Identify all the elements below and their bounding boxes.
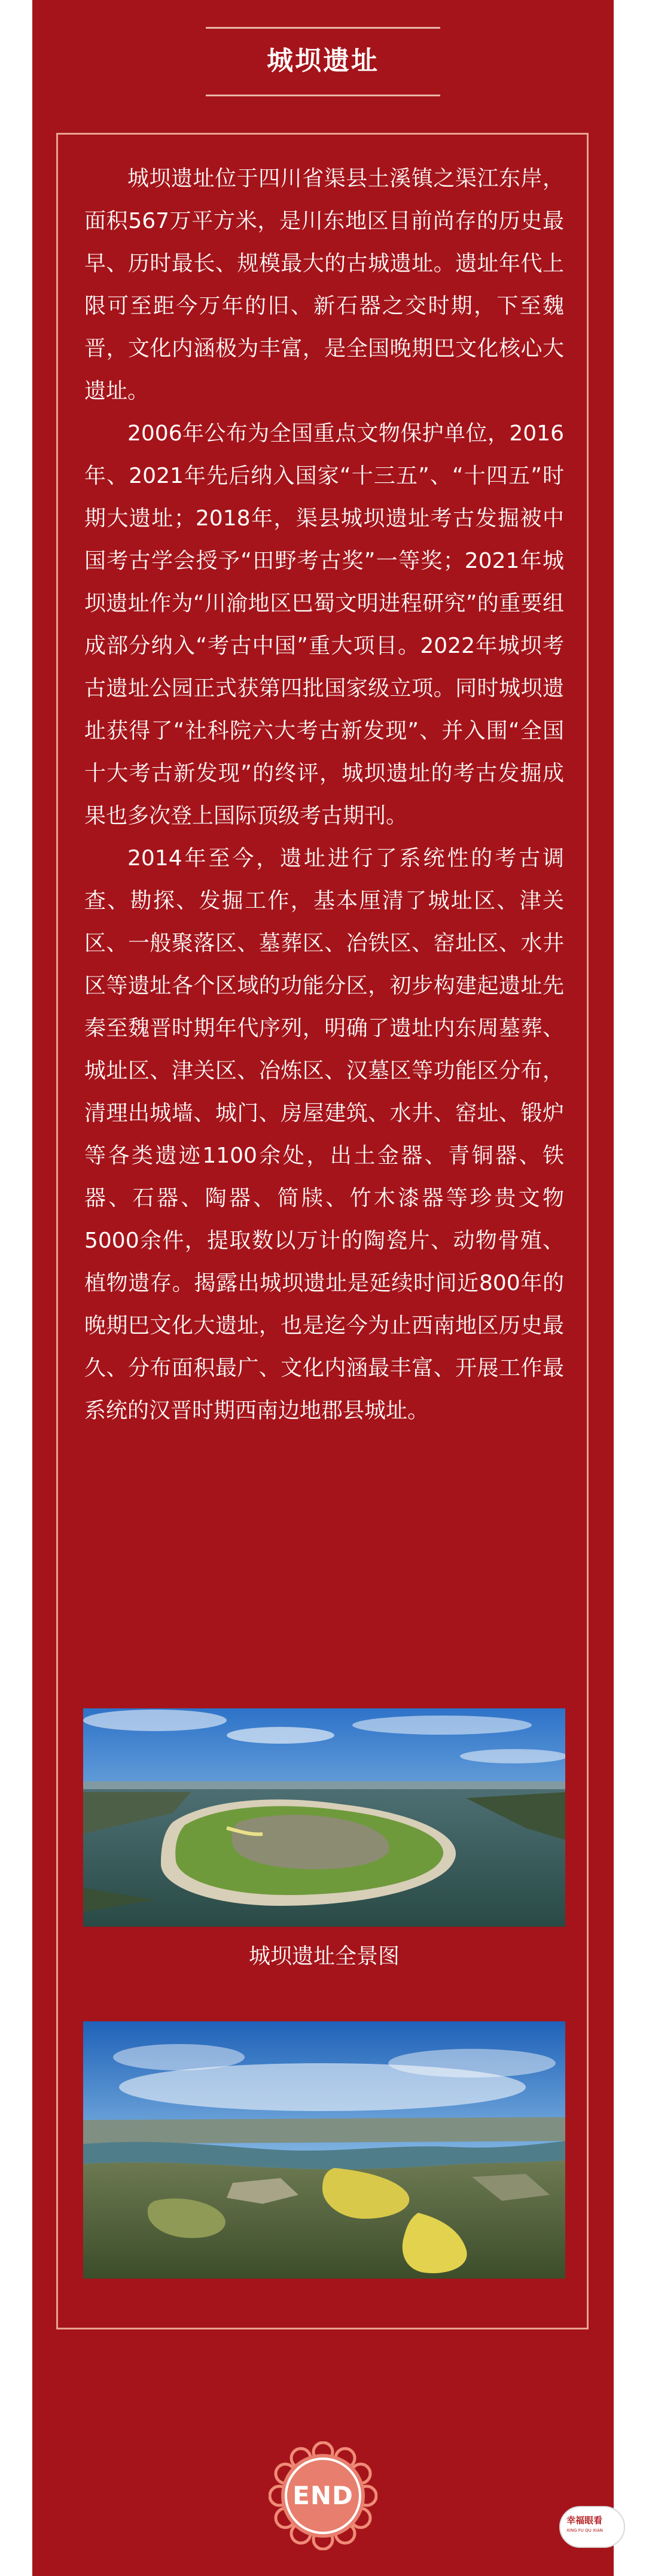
title-divider-top [206, 27, 440, 29]
end-badge [269, 2441, 377, 2550]
end-label: END [292, 2481, 354, 2510]
article-panel [32, 0, 614, 2576]
title-divider-bottom [206, 95, 440, 96]
aerial-photo [83, 2021, 565, 2279]
panorama-caption: 城坝遗址全景图 [248, 1944, 400, 1969]
aerial-photo-illustration [83, 2021, 565, 2279]
channel-logo[interactable] [559, 2506, 625, 2548]
page-title: 城坝遗址 [267, 45, 379, 76]
content-frame [56, 133, 589, 2329]
channel-logo-subtext: XING FU QU XIAN [566, 2528, 603, 2533]
panorama-photo [83, 1708, 565, 1927]
title-header [32, 0, 614, 102]
paragraph-1: 城坝遗址位于四川省渠县土溪镇之渠江东岸，面积567万平方米，是川东地区目前尚存的历史最早、历时最长、规模最大的古城遗址。遗址年代上限可至距今万年的旧、新石器之交时期，下至魏晋，文化内涵极为丰富，是全国晚期巴文化核心大遗址。 [84, 166, 564, 403]
article-body [84, 157, 564, 1432]
panorama-photo-illustration [83, 1708, 565, 1927]
channel-logo-text: 幸福眼看 [566, 2515, 603, 2526]
paragraph-2: 2006年公布为全国重点文物保护单位，2016年、2021年先后纳入国家“十三五”、“十四五”时期大遗址；2018年，渠县城坝遗址考古发掘被中国考古学会授予“田野考古奖”一等奖；2021年城坝遗址作为“川渝地区巴蜀文明进程研究”的重要组成部分纳入“考古中国”重大项目。2022年城坝考古遗址公园正式获第四批国家级立项。同时城坝遗址获得了“社科院六大考古新发现”、并入围“全国十大考古新发现”的终评，城坝遗址的考古发掘成果也多次登上国际顶级考古期刊。 [84, 421, 564, 828]
paragraph-3: 2014年至今，遗址进行了系统性的考古调查、勘探、发掘工作，基本厘清了城址区、津关区、一般聚落区、墓葬区、冶铁区、窑址区、水井区等遗址各个区域的功能分区，初步构建起遗址先秦至魏晋时期年代序列，明确了遗址内东周墓葬、城址区、津关区、冶炼区、汉墓区等功能区分布，清理出城墙、城门、房屋建筑、水井、窑址、锻炉等各类遗迹1100余处，出土金器、青铜器、铁器、石器、陶器、简牍、竹木漆器等珍贵文物5000余件，提取数以万计的陶瓷片、动物骨殖、植物遗存。揭露出城坝遗址是延续时间近800年的晚期巴文化大遗址，也是迄今为止西南地区历史最久、分布面积最广、文化内涵最丰富、开展工作最系统的汉晋时期西南边地郡县城址。 [84, 846, 564, 1423]
